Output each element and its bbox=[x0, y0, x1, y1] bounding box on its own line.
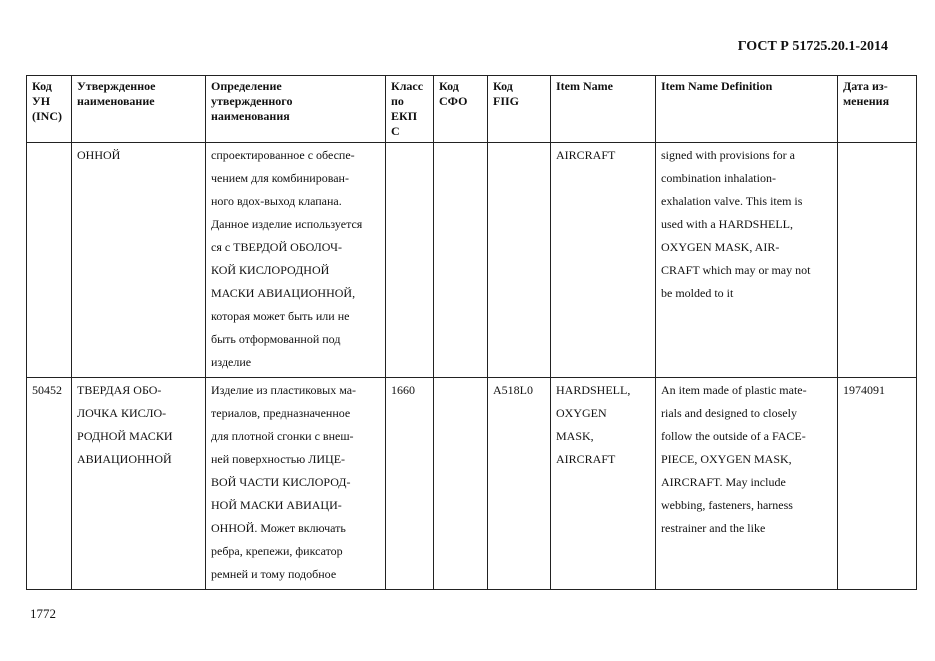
cell-text-line: 50452 bbox=[32, 383, 62, 397]
cell-name-ru bbox=[72, 143, 206, 378]
cell-text-line: ней поверхностью ЛИЦЕ- bbox=[211, 452, 346, 466]
cell-text-line: наименование bbox=[77, 94, 155, 108]
cell-definition-en bbox=[656, 378, 838, 590]
cell-fiig bbox=[488, 143, 551, 378]
cell-text-line: ЕКП bbox=[391, 109, 418, 123]
cell-text-line: ВОЙ ЧАСТИ КИСЛОРОД- bbox=[211, 475, 351, 489]
document-standard-number: ГОСТ Р 51725.20.1-2014 bbox=[737, 39, 888, 54]
header-fiig-code bbox=[488, 76, 551, 143]
cell-text-line: Определение bbox=[211, 79, 282, 93]
cell-text-line: FIIG bbox=[493, 94, 520, 108]
cell-definition-en bbox=[656, 143, 838, 378]
cell-text-line: ремней и тому подобное bbox=[211, 567, 337, 581]
cell-text-line: Дата из- bbox=[843, 79, 888, 93]
cell-text-line: ЛОЧКА КИСЛО- bbox=[77, 406, 167, 420]
cell-text-line: утвержденного bbox=[211, 94, 293, 108]
cell-text-line: СФО bbox=[439, 94, 468, 108]
header-class-ekps bbox=[386, 76, 434, 143]
cell-text-line: Item Name Definition bbox=[661, 79, 773, 93]
cell-text-line: AIRCRAFT bbox=[556, 148, 616, 162]
cell-text-line: Данное изделие используется bbox=[211, 217, 363, 231]
cell-text-line: rials and designed to closely bbox=[661, 406, 797, 420]
cell-text-line: exhalation valve. This item is bbox=[661, 194, 803, 208]
cell-class bbox=[386, 143, 434, 378]
cell-text-line: ОННОЙ. Может включать bbox=[211, 521, 346, 535]
cell-text-line: которая может быть или не bbox=[211, 309, 350, 323]
table-header-row bbox=[27, 76, 917, 143]
classification-table bbox=[26, 75, 917, 590]
cell-text-line: CRAFT which may or may not bbox=[661, 263, 811, 277]
cell-text-line: follow the outside of a FACE- bbox=[661, 429, 806, 443]
cell-fiig bbox=[488, 378, 551, 590]
cell-sfo bbox=[434, 143, 488, 378]
cell-text-line: Код bbox=[439, 79, 459, 93]
cell-text-line: AIRCRAFT bbox=[556, 452, 616, 466]
cell-text-line: ребра, крепежи, фиксатор bbox=[211, 544, 343, 558]
cell-text-line: спроектированное с обеспе- bbox=[211, 148, 355, 162]
header-approved-name bbox=[72, 76, 206, 143]
cell-text-line: ся с ТВЕРДОЙ ОБОЛОЧ- bbox=[211, 240, 342, 254]
cell-text-line: для плотной сгонки с внеш- bbox=[211, 429, 354, 443]
cell-text-line: АВИАЦИОННОЙ bbox=[77, 452, 172, 466]
cell-text-line: webbing, fasteners, harness bbox=[661, 498, 793, 512]
header-item-name-definition bbox=[656, 76, 838, 143]
cell-text-line: Утвержденное bbox=[77, 79, 156, 93]
cell-text-line: ОННОЙ bbox=[77, 148, 121, 162]
header-change-date bbox=[838, 76, 917, 143]
header-item-name bbox=[551, 76, 656, 143]
header-approved-definition bbox=[206, 76, 386, 143]
cell-name-ru bbox=[72, 378, 206, 590]
cell-item-name bbox=[551, 143, 656, 378]
cell-text-line: ТВЕРДАЯ ОБО- bbox=[77, 383, 162, 397]
cell-text-line: УН bbox=[32, 94, 51, 108]
cell-text-line: МАСКИ АВИАЦИОННОЙ, bbox=[211, 286, 356, 300]
cell-text-line: MASK, bbox=[556, 429, 594, 443]
cell-date bbox=[838, 143, 917, 378]
page-number: 1772 bbox=[30, 606, 56, 621]
cell-text-line: ного вдох-выход клапана. bbox=[211, 194, 342, 208]
header-sfo-code bbox=[434, 76, 488, 143]
header-code-inc bbox=[27, 76, 72, 143]
table-row bbox=[27, 378, 917, 590]
cell-date bbox=[838, 378, 917, 590]
cell-text-line: наименования bbox=[211, 109, 290, 123]
cell-text-line: 1660 bbox=[391, 383, 415, 397]
cell-text-line: signed with provisions for a bbox=[661, 148, 795, 162]
cell-text-line: чением для комбинирован- bbox=[211, 171, 349, 185]
cell-text-line: OXYGEN MASK, AIR- bbox=[661, 240, 780, 254]
cell-text-line: Класс bbox=[391, 79, 424, 93]
table-row bbox=[27, 143, 917, 378]
cell-text-line: Изделие из пластиковых ма- bbox=[211, 383, 357, 397]
cell-text-line: combination inhalation- bbox=[661, 171, 776, 185]
cell-text-line: An item made of plastic mate- bbox=[661, 383, 807, 397]
cell-text-line: по bbox=[391, 94, 404, 108]
cell-sfo bbox=[434, 378, 488, 590]
cell-text-line: restrainer and the like bbox=[661, 521, 766, 535]
cell-code bbox=[27, 143, 72, 378]
cell-text-line: A518L0 bbox=[493, 383, 533, 397]
cell-text-line: (INC) bbox=[32, 109, 62, 123]
cell-text-line: 1974091 bbox=[843, 383, 885, 397]
cell-text-line: PIECE, OXYGEN MASK, bbox=[661, 452, 792, 466]
cell-text-line: С bbox=[391, 124, 400, 138]
cell-text-line: Код bbox=[32, 79, 52, 93]
cell-text-line: КОЙ КИСЛОРОДНОЙ bbox=[211, 263, 330, 277]
cell-text-line: Код bbox=[493, 79, 513, 93]
cell-code bbox=[27, 378, 72, 590]
cell-text-line: be molded to it bbox=[661, 286, 734, 300]
cell-text-line: used with a HARDSHELL, bbox=[661, 217, 793, 231]
cell-definition-ru bbox=[206, 143, 386, 378]
cell-item-name bbox=[551, 378, 656, 590]
cell-text-line: териалов, предназначенное bbox=[211, 406, 351, 420]
cell-text-line: Item Name bbox=[556, 79, 613, 93]
cell-definition-ru bbox=[206, 378, 386, 590]
cell-text-line: AIRCRAFT. May include bbox=[661, 475, 786, 489]
cell-text-line: OXYGEN bbox=[556, 406, 607, 420]
cell-text-line: HARDSHELL, bbox=[556, 383, 631, 397]
cell-class bbox=[386, 378, 434, 590]
cell-text-line: изделие bbox=[211, 355, 252, 369]
cell-text-line: РОДНОЙ МАСКИ bbox=[77, 429, 173, 443]
cell-text-line: быть отформованной под bbox=[211, 332, 341, 346]
cell-text-line: НОЙ МАСКИ АВИАЦИ- bbox=[211, 498, 342, 512]
cell-text-line: менения bbox=[843, 94, 890, 108]
